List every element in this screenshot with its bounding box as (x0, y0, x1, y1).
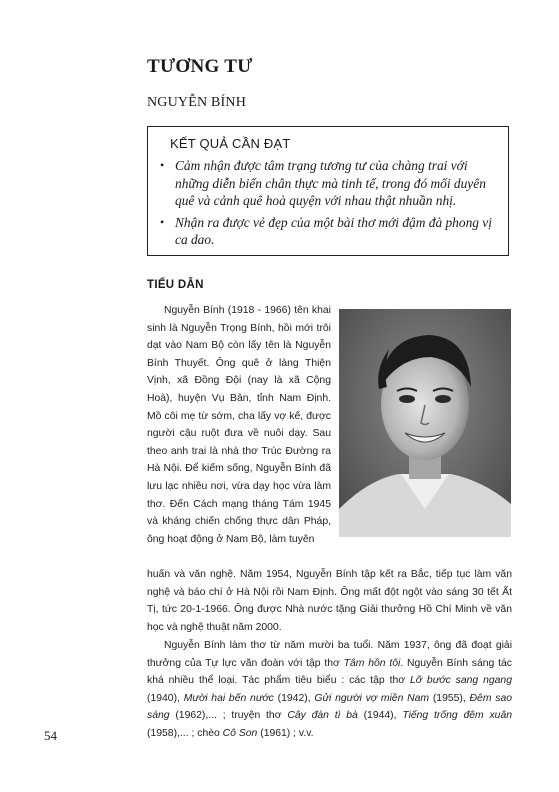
goal-item (160, 157, 498, 210)
intro-paragraph-column (147, 302, 331, 548)
work-title: Cô Son (222, 727, 258, 739)
goals-list (160, 157, 498, 249)
text-run: (1961) ; v.v. (257, 727, 314, 739)
work-title: Lỡ bước sang ngang (409, 675, 512, 687)
bullet-icon: • (160, 158, 165, 172)
author-name: NGUYỄN BÍNH (147, 95, 247, 110)
page-number: 54 (44, 728, 57, 743)
work-title: Mười hai bến nước (183, 692, 274, 704)
work-title: Gửi người vợ miền Nam (314, 692, 430, 704)
learning-goals-box (147, 126, 509, 256)
text-run: Nguyễn Bính làm thơ từ năm mười ba tuổi. Năm 1937, ông đã đoạt giải thưởng của Tự lực văn đoàn với tập thơ (147, 640, 512, 669)
author-portrait (339, 309, 511, 537)
intro-paragraph-1a: Nguyễn Bính (1918 - 1966) tên khai sinh là Nguyễn Trọng Bính, hồi mới trôi dạt vào Nam Bộ còn lấy tên là Nguyễn Bính Thuyết. Ông quê ở làng Thiện Vịnh, xã Đồng Đội (nay là xã Cộng Hoà), huyện Vụ Bản, tỉnh Nam Định. Mồ côi mẹ từ sớm, cha lấy vợ kế, được người cậu ruột đưa về nuôi dạy. Sau theo anh trai là nhà thơ Trúc Đường ra Hà Nội. Để kiếm sống, Nguyễn Bính đã lưu lạc nhiều nơi, vừa dạy học vừa làm thơ. Đến Cách mạng tháng Tám 1945 và kháng chiến chống thực dân Pháp, ông hoạt động ở Nam Bộ, làm tuyên (147, 305, 331, 545)
work-title: Tâm hồn tôi (343, 657, 401, 669)
text-run: (1955), (429, 692, 470, 704)
text-run: (1944), (357, 710, 403, 722)
intro-paragraph-2-block (147, 637, 512, 743)
page-title: TƯƠNG TƯ (147, 56, 253, 77)
portrait-photo-icon (339, 309, 511, 537)
goals-heading: KẾT QUẢ CẦN ĐẠT (170, 136, 291, 151)
work-title: Đêm sao sáng (147, 692, 513, 722)
goal-text: Nhận ra được vẻ đẹp của một bài thơ mới đậm đà phong vị ca dao. (175, 214, 492, 247)
text-run: (1940), (147, 692, 184, 704)
work-title: Tiếng trống đêm xuân (402, 710, 512, 722)
text-run: (1942), (273, 692, 315, 704)
bullet-icon: • (160, 214, 165, 229)
goal-item (160, 214, 498, 249)
goal-text: Cảm nhận được tâm trạng tương tư của chàng trai với những diễn biến chân thực mà tinh tế, trong đó mối duyên quê và cảnh quê hoà quyện với nhau thật nhuần nhị. (175, 158, 486, 208)
work-title: Cây đàn tì bà (287, 710, 358, 722)
intro-paragraph-1b: huấn và văn nghệ. Năm 1954, Nguyễn Bính tập kết ra Bắc, tiếp tục làm văn nghệ và báo chí ở Hà Nội rồi Nam Định. Ông mất đột ngột vào sáng 30 tết Ất Tị, tức 20-1-1966. Ông được Nhà nước tặng Giải thưởng Hồ Chí Minh về văn học và nghệ thuật năm 2000. (147, 569, 512, 633)
intro-paragraph-full (147, 566, 512, 636)
text-run: (1962),... ; truyện thơ (169, 710, 288, 722)
text-run: . Nguyễn Bính sáng tác khá nhiều thể loại. Tác phẩm tiêu biểu : các tập thơ (147, 657, 512, 687)
text-run: (1958),... ; chèo (147, 727, 223, 739)
intro-paragraph-2 (147, 637, 512, 743)
section-heading: TIỂU DẪN (147, 279, 204, 291)
